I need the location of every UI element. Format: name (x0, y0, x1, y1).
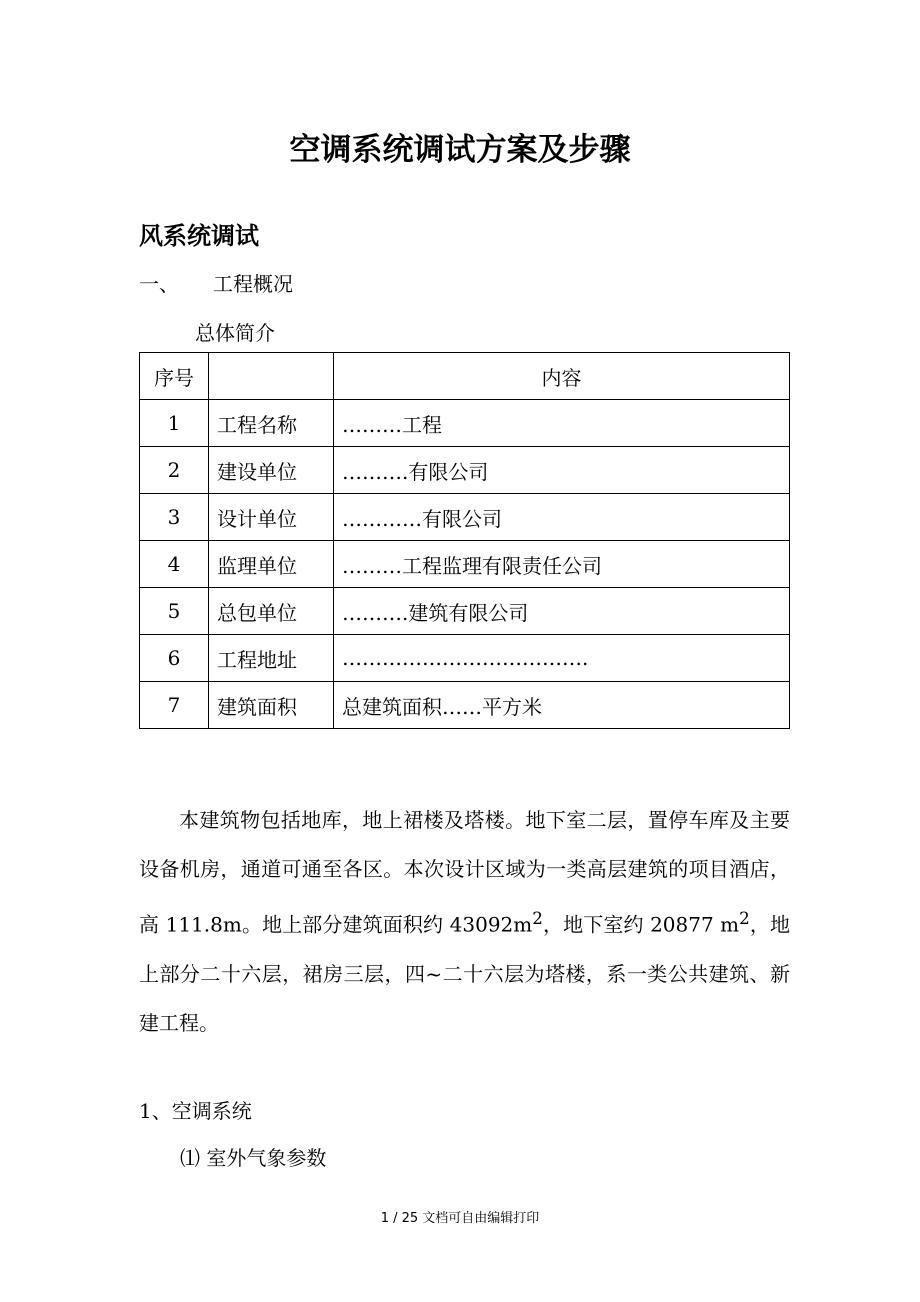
table-row (140, 635, 790, 682)
header-content: 内容 (334, 353, 790, 400)
paragraph-text-2: ，地下室约 20877 m (542, 912, 740, 937)
table-row (140, 541, 790, 588)
cell-no: 4 (140, 541, 209, 588)
table-header-row (140, 353, 790, 400)
cell-content: ……….建筑有限公司 (334, 588, 790, 635)
page-footer: 1 / 25 文档可自由编辑打印 (380, 1211, 540, 1226)
section-heading: 风系统调试 (139, 222, 259, 250)
overview-paragraph (139, 796, 790, 1048)
header-name (209, 353, 334, 400)
cell-name: 监理单位 (209, 541, 334, 588)
cell-content: ……….有限公司 (334, 447, 790, 494)
superscript-2: 2 (739, 909, 750, 928)
item-1-number: 一、 (139, 272, 179, 296)
cell-no: 7 (140, 682, 209, 729)
page-title: 空调系统调试方案及步骤 (289, 132, 631, 168)
cell-content: …………有限公司 (334, 494, 790, 541)
table-caption: 总体简介 (195, 321, 275, 345)
paragraph-text-1: 本建筑物包括地库，地上裙楼及塔楼。地下室二层，置停车库及主要设备机房，通道可通至各区。本次设计区域为一类高层建筑的项目酒店，高 111.8m。地上部分建筑面积约 43092m (139, 808, 790, 937)
item-1-label: 工程概况 (213, 272, 293, 296)
paragraph-text-3: ，地上部分二十六层，裙房三层，四~二十六层为塔楼，系一类公共建筑、新建工程。 (139, 912, 791, 1035)
cell-no: 6 (140, 635, 209, 682)
table-row (140, 400, 790, 447)
table-row (140, 588, 790, 635)
cell-content: ………………………………. (334, 635, 790, 682)
table-row (140, 447, 790, 494)
cell-name: 建筑面积 (209, 682, 334, 729)
sub-item-heading: ⑴ 室外气象参数 (180, 1146, 327, 1170)
overview-table (139, 352, 790, 729)
cell-no: 1 (140, 400, 209, 447)
cell-name: 总包单位 (209, 588, 334, 635)
item-1-heading (139, 268, 293, 297)
header-no: 序号 (140, 353, 209, 400)
table-row (140, 494, 790, 541)
cell-no: 3 (140, 494, 209, 541)
cell-name: 工程地址 (209, 635, 334, 682)
cell-name: 工程名称 (209, 400, 334, 447)
table-row (140, 682, 790, 729)
cell-no: 2 (140, 447, 209, 494)
cell-content: 总建筑面积……平方米 (334, 682, 790, 729)
cell-content: ………工程监理有限责任公司 (334, 541, 790, 588)
cell-name: 建设单位 (209, 447, 334, 494)
cell-content: ………工程 (334, 400, 790, 447)
superscript-2: 2 (532, 909, 543, 928)
subsection-heading: 1、空调系统 (139, 1099, 252, 1123)
cell-name: 设计单位 (209, 494, 334, 541)
cell-no: 5 (140, 588, 209, 635)
